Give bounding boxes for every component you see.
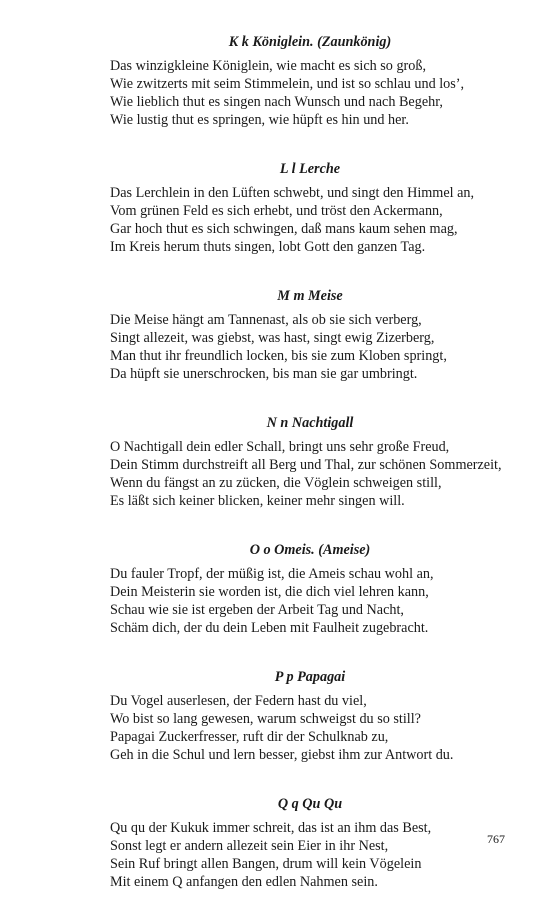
stanza-heading: L l Lerche (279, 161, 341, 177)
verse-line: Geh in die Schul und lern besser, giebst ihm zur Antwort du. (110, 747, 454, 763)
verse-line: Wenn du fängst an zu zücken, die Vöglein schweigen still, (110, 475, 442, 491)
stanza-heading: O o Omeis. (Ameise) (249, 542, 371, 558)
verse-line: Du Vogel auserlesen, der Federn hast du viel, (110, 693, 367, 709)
stanza-ququ (110, 795, 510, 891)
page-number: 767 (487, 832, 505, 846)
verse-line: Man thut ihr freundlich locken, bis sie zum Kloben springt, (110, 348, 447, 364)
stanza-meise (110, 287, 510, 383)
verse-line: Die Meise hängt am Tannenast, als ob sie sich verberg, (110, 312, 422, 328)
verse-line: Das Lerchlein in den Lüften schwebt, und singt den Himmel an, (110, 185, 475, 201)
stanza-heading: K k Königlein. (Zaunkönig) (228, 34, 392, 50)
verse-line: Qu qu der Kukuk immer schreit, das ist an ihm das Best, (110, 820, 432, 836)
stanza-heading: Q q Qu Qu (277, 796, 343, 812)
verse-line: Vom grünen Feld es sich erhebt, und tröst den Ackermann, (110, 203, 443, 219)
verse-line: Sonst legt er andern allezeit sein Eier in ihr Nest, (110, 838, 389, 854)
stanza-lerche (110, 160, 510, 256)
verse-line: Wo bist so lang gewesen, warum schweigst du so still? (110, 711, 421, 727)
verse-line: Singt allezeit, was giebst, was hast, singt ewig Zizerberg, (110, 330, 435, 346)
verse-line: Schau wie sie ist ergeben der Arbeit Tag und Nacht, (110, 602, 404, 618)
verse-line: Es läßt sich keiner blicken, keiner mehr singen will. (110, 493, 405, 509)
verse-line: Dein Meisterin sie worden ist, die dich viel lehren kann, (110, 584, 429, 600)
verse-line: Gar hoch thut es sich schwingen, daß mans kaum sehen mag, (110, 221, 458, 237)
verse-line: Papagai Zuckerfresser, ruft dir der Schulknab zu, (110, 729, 389, 745)
verse-line: Das winzigkleine Königlein, wie macht es sich so groß, (110, 58, 426, 74)
stanza-nachtigall (110, 414, 510, 510)
verse-line: Wie lustig thut es springen, wie hüpft es hin und her. (110, 112, 409, 128)
verse-line: Im Kreis herum thuts singen, lobt Gott den ganzen Tag. (110, 239, 426, 255)
verse-line: Schäm dich, der du dein Leben mit Faulheit zugebracht. (110, 620, 429, 636)
verse-line: Wie zwitzerts mit seim Stimmelein, und ist so schlau und los’, (110, 76, 465, 92)
verse-line: O Nachtigall dein edler Schall, bringt uns sehr große Freud, (110, 439, 450, 455)
verse-line: Sein Ruf bringt allen Bangen, drum will kein Vögelein (110, 856, 422, 872)
verse-line: Wie lieblich thut es singen nach Wunsch und nach Begehr, (110, 94, 443, 110)
verse-line: Du fauler Tropf, der müßig ist, die Ameis schau wohl an, (110, 566, 434, 582)
stanza-papagai (110, 668, 510, 764)
stanza-heading: P p Papagai (274, 669, 346, 685)
verse-line: Dein Stimm durchstreift all Berg und Thal, zur schönen Sommerzeit, (110, 457, 502, 473)
stanza-heading: M m Meise (277, 288, 343, 304)
stanza-koenigline (110, 33, 510, 129)
verse-line: Mit einem Q anfangen den edlen Nahmen sein. (110, 874, 378, 890)
stanza-heading: N n Nachtigall (266, 415, 354, 431)
stanza-omeis (110, 541, 510, 637)
verse-line: Da hüpft sie unerschrocken, bis man sie gar umbringt. (110, 366, 418, 382)
poem-page (110, 33, 510, 922)
